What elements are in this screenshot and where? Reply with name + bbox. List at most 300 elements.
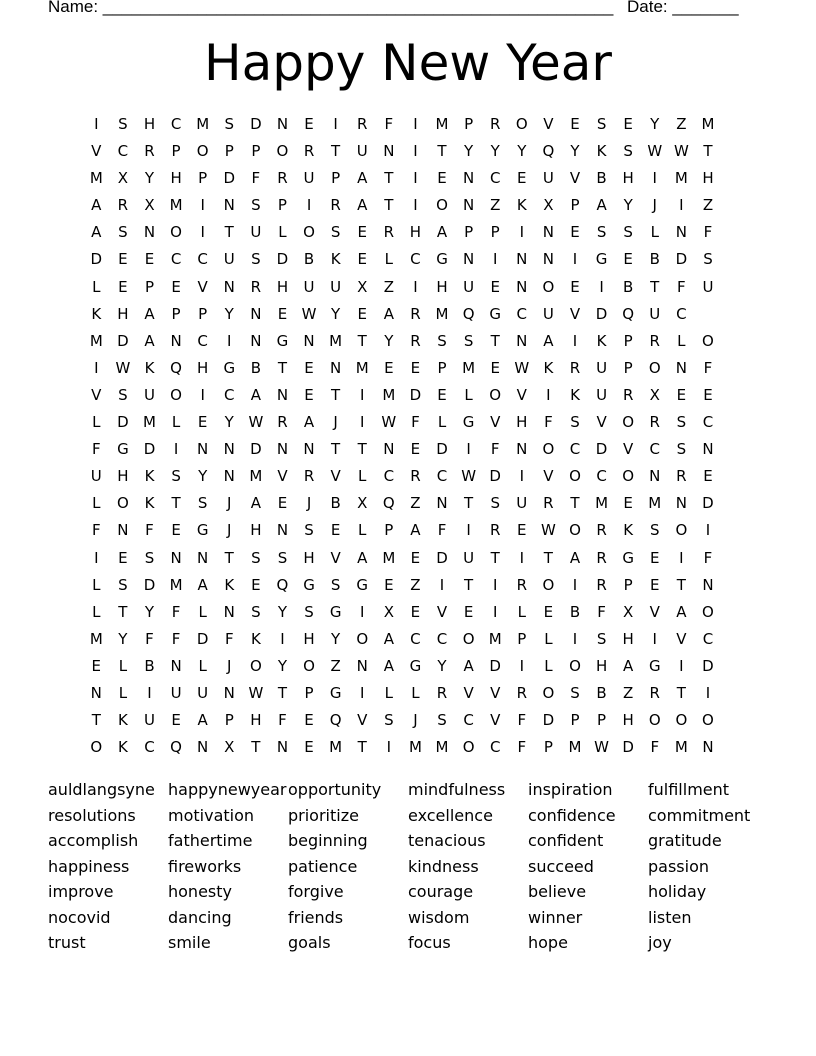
grid-letter (721, 328, 748, 355)
grid-letter: D (675, 250, 688, 269)
grid-letter: A (383, 656, 394, 675)
grid-letter: Y (224, 304, 234, 323)
grid-letter: M (462, 358, 476, 377)
grid-letter: M (674, 738, 688, 757)
grid-letter: O (436, 196, 448, 215)
grid-letter: U (303, 169, 315, 188)
grid-letter: E (277, 304, 288, 323)
grid-letter: A (250, 494, 261, 513)
grid-letter: I (572, 575, 578, 594)
grid-letter: N (303, 440, 315, 459)
grid-letter: S (384, 711, 394, 730)
grid-letter: Z (410, 494, 421, 513)
grid-letter: M (568, 738, 582, 757)
grid-letter: E (570, 115, 580, 133)
grid-letter: O (462, 738, 475, 757)
grid-letter: C (569, 440, 581, 459)
grid-letter: N (356, 656, 368, 675)
grid-letter (721, 517, 748, 544)
grid-letter: N (542, 250, 554, 269)
grid-letter: I (679, 548, 684, 567)
grid-letter (721, 192, 748, 219)
grid-letter: O (196, 142, 209, 161)
word-list-item: trust (48, 933, 86, 952)
grid-letter: G (409, 656, 422, 675)
grid-letter: O (116, 494, 129, 513)
word-list-item: happiness (48, 856, 130, 876)
grid-letter: P (517, 629, 527, 648)
grid-letter (721, 653, 748, 680)
grid-letter: S (437, 331, 447, 350)
grid-letter: A (250, 385, 261, 404)
grid-letter: F (384, 115, 394, 133)
grid-letter: S (118, 223, 128, 242)
grid-letter: O (648, 711, 661, 730)
grid-letter: M (488, 629, 502, 648)
grid-letter: O (90, 738, 103, 757)
grid-letter: N (462, 196, 475, 215)
grid-letter: I (386, 738, 392, 757)
grid-letter: S (118, 385, 128, 404)
grid-letter: O (303, 223, 315, 242)
grid-letter: P (224, 142, 234, 161)
grid-letter: M (435, 738, 449, 757)
grid-letter: T (277, 683, 288, 702)
grid-letter: E (570, 277, 580, 296)
grid-letter: L (437, 413, 447, 432)
word-list-item: excellence (408, 805, 493, 825)
grid-letter: V (91, 385, 102, 404)
grid-letter: F (437, 521, 447, 540)
grid-letter: L (118, 656, 128, 675)
grid-letter: B (330, 494, 341, 513)
grid-letter: T (437, 142, 447, 161)
grid-letter: V (357, 711, 368, 730)
grid-letter: I (413, 196, 418, 215)
grid-letter: O (675, 521, 688, 540)
grid-letter (721, 111, 748, 138)
grid-letter: A (197, 711, 208, 730)
word-list-item: listen (648, 907, 692, 927)
grid-letter: L (358, 467, 367, 486)
grid-letter: R (516, 575, 528, 594)
grid-letter: A (436, 223, 448, 242)
grid-letter: E (118, 250, 128, 269)
grid-letter: C (489, 169, 501, 188)
grid-letter: T (171, 494, 181, 513)
grid-letter: L (92, 602, 101, 621)
grid-letter: F (91, 440, 101, 459)
grid-letter: K (516, 196, 527, 215)
grid-letter: V (197, 277, 208, 296)
grid-letter: P (144, 277, 154, 296)
grid-letter: F (145, 521, 154, 540)
grid-letter: D (409, 385, 422, 404)
grid-letter: D (250, 115, 262, 133)
grid-letter: T (490, 331, 500, 350)
grid-letter: T (543, 548, 553, 567)
grid-letter: O (569, 656, 581, 675)
grid-letter: T (91, 711, 101, 730)
grid-letter: R (303, 467, 315, 486)
grid-letter: V (543, 467, 554, 486)
grid-letter: U (170, 683, 182, 702)
grid-letter: C (596, 467, 607, 486)
grid-letter: N (250, 304, 262, 323)
grid-letter: I (333, 115, 338, 133)
grid-letter: S (251, 250, 261, 269)
grid-letter: G (196, 521, 209, 540)
grid-letter: Q (170, 358, 182, 377)
grid-letter: H (303, 548, 315, 567)
grid-letter: D (595, 304, 608, 323)
grid-letter: M (382, 385, 396, 404)
grid-letter (721, 436, 748, 463)
grid-letter: I (466, 440, 471, 459)
grid-letter: U (143, 711, 155, 730)
grid-letter: T (490, 548, 500, 567)
grid-letter: T (118, 602, 128, 621)
grid-letter: E (543, 602, 554, 621)
grid-letter: F (703, 358, 713, 377)
grid-letter: L (278, 223, 287, 242)
word-list-item: beginning (288, 831, 368, 850)
grid-letter: V (569, 304, 581, 323)
grid-letter: D (489, 467, 501, 486)
grid-letter: Z (490, 196, 501, 215)
grid-letter: R (569, 358, 581, 377)
word-list-item: succeed (528, 856, 594, 876)
grid-letter: C (144, 738, 155, 757)
grid-letter: P (570, 196, 580, 215)
grid-letter: W (115, 358, 131, 377)
grid-letter: N (276, 115, 289, 133)
grid-letter: I (173, 440, 179, 459)
grid-letter: H (276, 277, 289, 296)
grid-letter: Q (382, 494, 395, 513)
grid-letter: R (436, 683, 448, 702)
word-list-item: gratitude (648, 831, 722, 850)
grid-letter: I (572, 250, 578, 269)
grid-letter: A (623, 656, 634, 675)
grid-letter: D (143, 440, 156, 459)
grid-letter: N (197, 738, 209, 757)
grid-letter: V (596, 413, 607, 432)
grid-letter: A (383, 304, 394, 323)
grid-letter: N (462, 250, 475, 269)
grid-letter: R (516, 683, 528, 702)
grid-letter: D (223, 169, 236, 188)
grid-letter: E (304, 738, 314, 757)
grid-letter: F (650, 738, 660, 757)
grid-letter: G (622, 548, 634, 567)
grid-letter: K (144, 358, 155, 377)
grid-letter: N (117, 521, 129, 540)
grid-letter: T (357, 738, 367, 757)
grid-letter: E (623, 115, 633, 133)
grid-letter: N (702, 440, 714, 459)
grid-letter: W (540, 521, 556, 540)
grid-letter: D (489, 656, 501, 675)
grid-letter: L (411, 683, 420, 702)
grid-letter: I (227, 331, 232, 350)
grid-letter: S (251, 548, 261, 567)
grid-letter: X (357, 277, 368, 296)
grid-letter: N (223, 683, 235, 702)
grid-letter: Y (118, 629, 128, 648)
grid-letter: N (702, 575, 714, 594)
grid-letter: X (224, 738, 235, 757)
grid-letter: E (410, 602, 421, 621)
grid-letter: I (413, 277, 418, 296)
grid-letter: E (410, 440, 421, 459)
grid-letter: I (94, 548, 99, 567)
grid-letter: T (331, 440, 341, 459)
grid-letter: S (703, 250, 713, 269)
grid-letter: H (622, 711, 634, 730)
grid-letter: L (92, 494, 101, 513)
grid-letter: G (303, 575, 315, 594)
grid-letter: V (623, 440, 634, 459)
grid-letter: G (436, 250, 448, 269)
grid-letter: N (170, 656, 182, 675)
grid-letter: O (356, 629, 369, 648)
grid-letter: K (224, 575, 235, 594)
grid-letter: H (143, 115, 156, 133)
word-list-item: happynewyear (168, 780, 287, 799)
grid-letter: K (91, 304, 102, 323)
word-list-item: fathertime (168, 831, 253, 850)
grid-letter: E (410, 358, 421, 377)
grid-letter: E (676, 385, 687, 404)
grid-letter: E (490, 277, 500, 296)
grid-letter: O (622, 413, 635, 432)
grid-letter: L (384, 683, 393, 702)
grid-letter: N (383, 440, 395, 459)
grid-letter: O (462, 629, 475, 648)
grid-letter: E (437, 169, 447, 188)
grid-letter: W (647, 142, 663, 161)
grid-letter: Z (383, 277, 394, 296)
grid-letter: E (304, 358, 314, 377)
grid-letter: Q (542, 142, 555, 161)
grid-letter: L (118, 683, 128, 702)
grid-letter: N (675, 223, 687, 242)
grid-letter: G (356, 575, 369, 594)
grid-letter: Y (517, 142, 527, 161)
grid-letter: N (223, 467, 235, 486)
grid-letter: U (649, 304, 661, 323)
grid-letter: L (544, 629, 553, 648)
grid-letter: X (623, 602, 634, 621)
grid-letter: A (676, 602, 687, 621)
grid-letter: I (519, 223, 525, 242)
grid-letter: F (251, 169, 261, 188)
grid-letter: Q (276, 575, 289, 594)
grid-letter: I (652, 169, 657, 188)
grid-letter: N (223, 440, 235, 459)
grid-letter: N (383, 142, 395, 161)
grid-letter (721, 707, 748, 734)
grid-letter: I (705, 521, 711, 540)
grid-letter: U (330, 277, 342, 296)
grid-letter (721, 355, 748, 382)
grid-letter: V (490, 683, 501, 702)
grid-letter: N (223, 277, 235, 296)
grid-letter: T (224, 223, 234, 242)
grid-letter: I (147, 683, 152, 702)
grid-letter (721, 219, 748, 246)
grid-letter: T (384, 169, 394, 188)
grid-letter: W (248, 683, 264, 702)
grid-letter: P (623, 575, 633, 594)
grid-letter: R (410, 331, 421, 350)
grid-letter: E (197, 413, 208, 432)
grid-letter: E (118, 548, 128, 567)
grid-letter: M (89, 629, 103, 648)
grid-letter: Z (410, 575, 421, 594)
grid-letter: E (463, 602, 474, 621)
grid-letter: F (224, 629, 234, 648)
grid-letter: A (543, 331, 554, 350)
grid-letter: N (542, 223, 554, 242)
grid-letter: H (702, 169, 714, 188)
grid-letter: A (357, 169, 368, 188)
grid-letter: C (676, 304, 687, 323)
grid-letter: T (703, 142, 713, 161)
grid-letter: H (170, 169, 182, 188)
grid-letter: C (197, 250, 208, 269)
grid-letter: R (596, 548, 607, 567)
grid-letter: A (144, 304, 155, 323)
grid-letter: O (276, 142, 289, 161)
grid-letter: K (117, 711, 128, 730)
grid-letter: N (276, 738, 289, 757)
grid-letter: E (357, 223, 367, 242)
grid-letter: S (330, 223, 341, 242)
grid-letter: M (196, 115, 210, 133)
grid-letter: R (277, 413, 288, 432)
grid-letter: P (171, 304, 181, 323)
grid-letter: S (570, 683, 580, 702)
grid-letter: C (516, 304, 528, 323)
grid-letter: J (333, 413, 338, 432)
grid-letter (721, 680, 748, 707)
grid-letter: M (382, 548, 396, 567)
grid-letter: N (675, 494, 687, 513)
grid-letter: E (703, 385, 713, 404)
grid-letter: C (170, 115, 182, 133)
grid-letter: N (516, 250, 528, 269)
grid-letter: V (569, 169, 581, 188)
grid-letter: O (648, 358, 661, 377)
grid-letter: T (331, 142, 341, 161)
grid-letter: A (303, 413, 315, 432)
grid-letter: M (674, 169, 688, 188)
grid-letter: I (200, 223, 205, 242)
word-list-item: resolutions (48, 805, 136, 825)
grid-letter: T (224, 548, 234, 567)
grid-letter: S (596, 223, 607, 242)
grid-letter: E (623, 250, 633, 269)
grid-letter: O (249, 656, 262, 675)
grid-letter: J (652, 196, 657, 215)
grid-letter: A (357, 548, 368, 567)
grid-letter (721, 246, 748, 273)
grid-letter: C (410, 629, 421, 648)
grid-letter: J (227, 521, 232, 540)
grid-letter: F (145, 629, 154, 648)
grid-letter: N (170, 331, 182, 350)
grid-letter: T (331, 385, 341, 404)
word-list-item: winner (528, 907, 583, 927)
grid-letter: C (436, 629, 448, 648)
grid-letter: L (517, 602, 526, 621)
grid-letter: S (676, 413, 687, 432)
grid-letter: C (702, 413, 714, 432)
grid-letter: U (303, 277, 315, 296)
grid-letter: A (410, 521, 421, 540)
grid-letter: R (649, 331, 660, 350)
word-list-item: honesty (168, 882, 232, 901)
grid-letter: I (306, 196, 312, 215)
grid-letter: E (144, 250, 155, 269)
grid-letter: X (357, 494, 368, 513)
grid-letter: M (143, 413, 156, 432)
word-list-item: holiday (648, 882, 707, 901)
grid-letter: T (570, 494, 580, 513)
grid-letter: F (677, 277, 686, 296)
grid-letter: J (306, 494, 312, 513)
word-list-item: confidence (528, 805, 616, 825)
grid-letter: D (436, 440, 448, 459)
grid-letter: W (301, 304, 317, 323)
grid-letter: S (197, 494, 208, 513)
word-list-item: auldlangsyne (48, 780, 155, 799)
grid-letter: S (304, 602, 314, 621)
grid-letter: N (197, 440, 209, 459)
grid-letter: Y (623, 196, 633, 215)
grid-letter: Z (676, 115, 687, 133)
grid-letter: I (360, 602, 365, 621)
grid-letter: S (251, 602, 261, 621)
grid-letter: I (492, 602, 498, 621)
grid-letter: Y (464, 142, 474, 161)
grid-letter: H (197, 358, 209, 377)
grid-letter: M (89, 169, 103, 188)
grid-letter: M (648, 494, 662, 513)
grid-letter: F (411, 413, 420, 432)
grid-letter: A (383, 629, 394, 648)
word-list-item: fulfillment (648, 780, 730, 799)
grid-letter: C (649, 440, 660, 459)
grid-letter: D (90, 250, 103, 269)
grid-letter: V (91, 142, 102, 161)
grid-letter: O (569, 521, 581, 540)
word-list-item: opportunity (288, 780, 382, 799)
grid-letter: T (676, 683, 686, 702)
grid-letter: P (198, 169, 208, 188)
grid-letter: D (276, 250, 289, 269)
grid-letter: I (94, 115, 99, 133)
grid-letter: O (542, 575, 555, 594)
grid-letter: C (702, 629, 714, 648)
grid-letter: H (595, 656, 608, 675)
grid-letter: L (198, 656, 207, 675)
grid-letter: Z (330, 656, 341, 675)
grid-letter: O (515, 115, 528, 133)
grid-letter: P (464, 223, 474, 242)
